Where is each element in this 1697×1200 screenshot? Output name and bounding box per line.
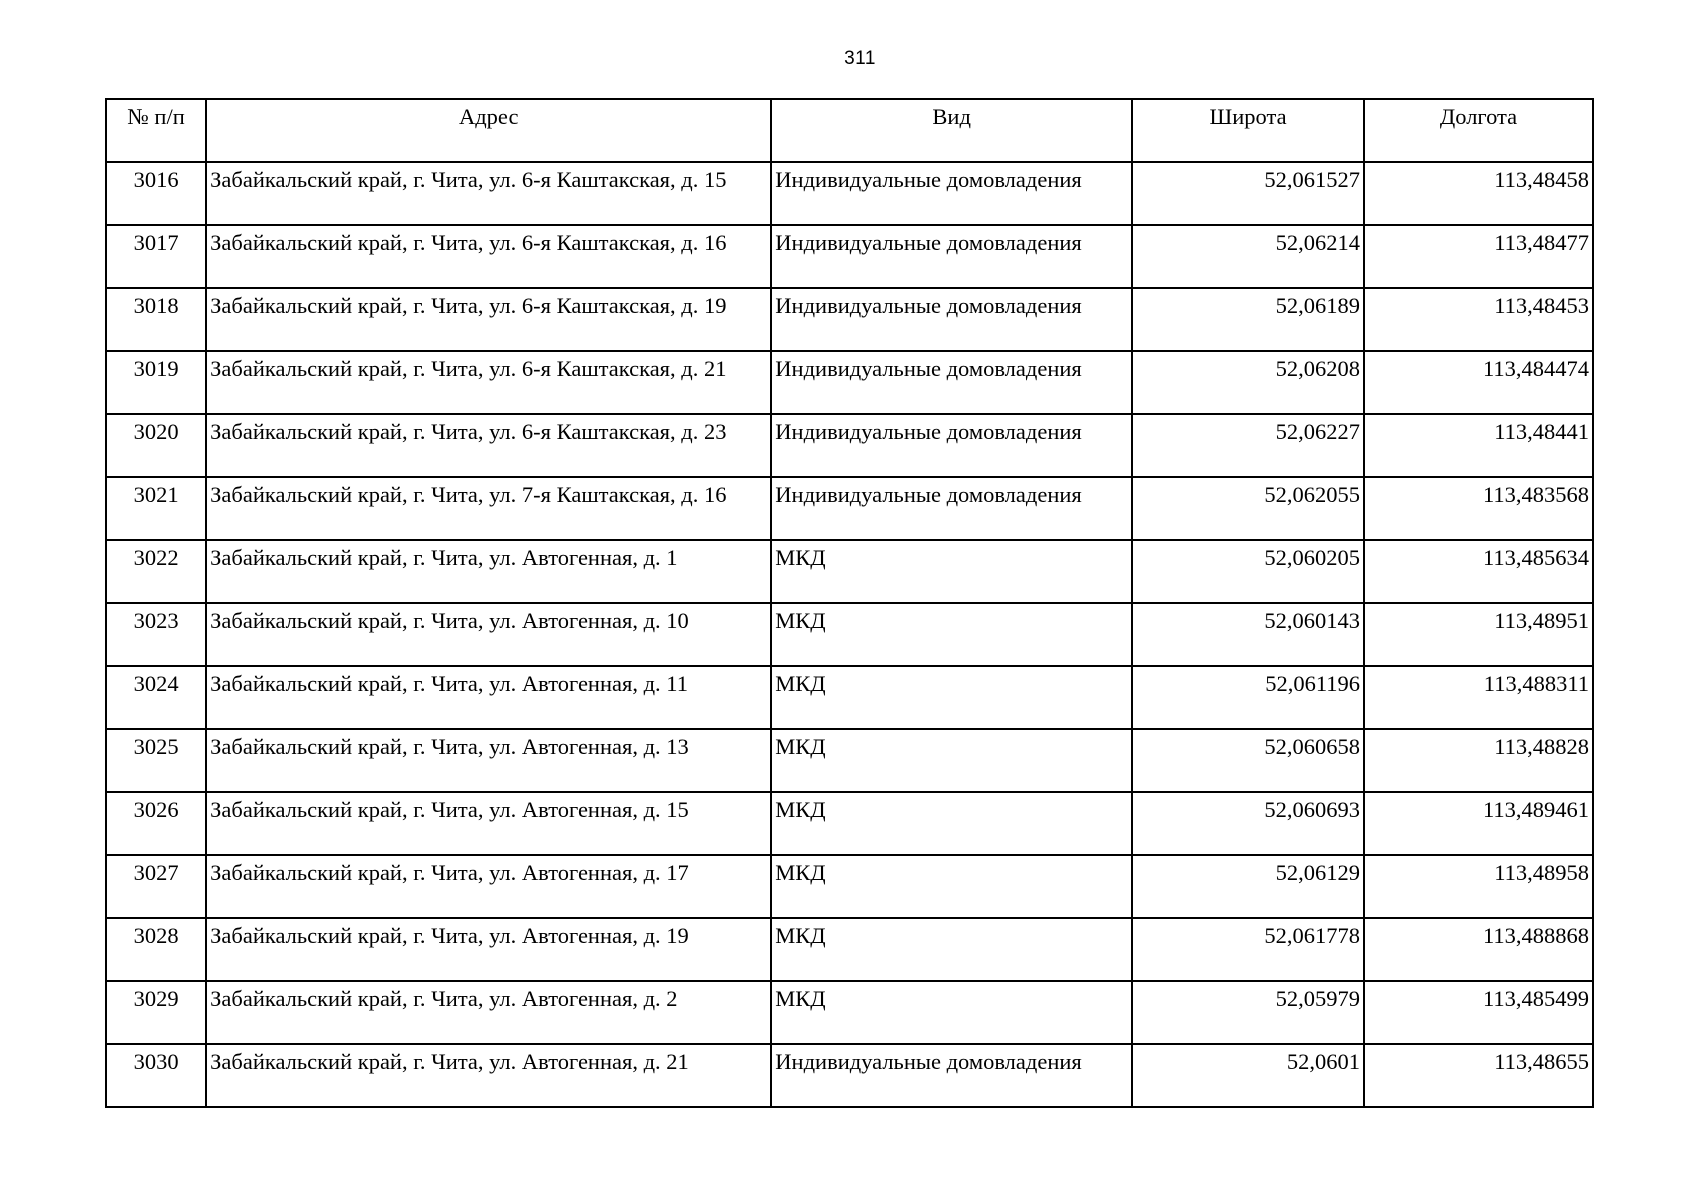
table-row bbox=[106, 162, 1593, 225]
table-row bbox=[106, 603, 1593, 666]
row-latitude: 52,061527 bbox=[1132, 162, 1364, 225]
row-kind: Индивидуальные домовладения bbox=[771, 162, 1132, 225]
row-number: 3022 bbox=[106, 540, 206, 603]
row-address: Забайкальский край, г. Чита, ул. Автогенная, д. 11 bbox=[206, 666, 771, 729]
row-longitude: 113,488311 bbox=[1364, 666, 1593, 729]
row-longitude: 113,48458 bbox=[1364, 162, 1593, 225]
row-longitude: 113,484474 bbox=[1364, 351, 1593, 414]
row-latitude: 52,06227 bbox=[1132, 414, 1364, 477]
row-kind: МКД bbox=[771, 981, 1132, 1044]
row-latitude: 52,0601 bbox=[1132, 1044, 1364, 1107]
table-row bbox=[106, 1044, 1593, 1107]
table-row bbox=[106, 918, 1593, 981]
row-latitude: 52,06208 bbox=[1132, 351, 1364, 414]
row-kind: МКД bbox=[771, 729, 1132, 792]
row-longitude: 113,48951 bbox=[1364, 603, 1593, 666]
row-number: 3024 bbox=[106, 666, 206, 729]
row-number: 3020 bbox=[106, 414, 206, 477]
row-longitude: 113,48477 bbox=[1364, 225, 1593, 288]
row-kind: Индивидуальные домовладения bbox=[771, 288, 1132, 351]
header-number: № п/п bbox=[106, 99, 206, 162]
table-header-row bbox=[106, 99, 1593, 162]
row-longitude: 113,489461 bbox=[1364, 792, 1593, 855]
row-latitude: 52,06129 bbox=[1132, 855, 1364, 918]
row-kind: МКД bbox=[771, 855, 1132, 918]
table-row bbox=[106, 981, 1593, 1044]
row-number: 3018 bbox=[106, 288, 206, 351]
table-row bbox=[106, 792, 1593, 855]
row-number: 3025 bbox=[106, 729, 206, 792]
header-longitude: Долгота bbox=[1364, 99, 1593, 162]
table-row bbox=[106, 225, 1593, 288]
table-row bbox=[106, 855, 1593, 918]
row-number: 3016 bbox=[106, 162, 206, 225]
row-kind: МКД bbox=[771, 666, 1132, 729]
row-kind: МКД bbox=[771, 792, 1132, 855]
row-address: Забайкальский край, г. Чита, ул. 6-я Каштакская, д. 21 bbox=[206, 351, 771, 414]
row-address: Забайкальский край, г. Чита, ул. Автогенная, д. 1 bbox=[206, 540, 771, 603]
row-longitude: 113,488868 bbox=[1364, 918, 1593, 981]
row-latitude: 52,061778 bbox=[1132, 918, 1364, 981]
row-kind: МКД bbox=[771, 540, 1132, 603]
header-address: Адрес bbox=[206, 99, 771, 162]
row-address: Забайкальский край, г. Чита, ул. 6-я Каштакская, д. 15 bbox=[206, 162, 771, 225]
row-number: 3028 bbox=[106, 918, 206, 981]
row-address: Забайкальский край, г. Чита, ул. Автогенная, д. 21 bbox=[206, 1044, 771, 1107]
row-address: Забайкальский край, г. Чита, ул. 7-я Каштакская, д. 16 bbox=[206, 477, 771, 540]
row-kind: МКД bbox=[771, 918, 1132, 981]
row-number: 3023 bbox=[106, 603, 206, 666]
row-number: 3021 bbox=[106, 477, 206, 540]
row-number: 3017 bbox=[106, 225, 206, 288]
row-longitude: 113,48441 bbox=[1364, 414, 1593, 477]
row-longitude: 113,48453 bbox=[1364, 288, 1593, 351]
row-address: Забайкальский край, г. Чита, ул. 6-я Каштакская, д. 23 bbox=[206, 414, 771, 477]
row-address: Забайкальский край, г. Чита, ул. Автогенная, д. 17 bbox=[206, 855, 771, 918]
row-longitude: 113,48958 bbox=[1364, 855, 1593, 918]
row-kind: Индивидуальные домовладения bbox=[771, 351, 1132, 414]
row-kind: Индивидуальные домовладения bbox=[771, 225, 1132, 288]
row-longitude: 113,483568 bbox=[1364, 477, 1593, 540]
row-kind: Индивидуальные домовладения bbox=[771, 477, 1132, 540]
table-row bbox=[106, 288, 1593, 351]
row-number: 3029 bbox=[106, 981, 206, 1044]
row-kind: Индивидуальные домовладения bbox=[771, 414, 1132, 477]
row-longitude: 113,48655 bbox=[1364, 1044, 1593, 1107]
table-body bbox=[106, 162, 1593, 1107]
row-latitude: 52,060658 bbox=[1132, 729, 1364, 792]
row-longitude: 113,485634 bbox=[1364, 540, 1593, 603]
page-number: 311 bbox=[844, 48, 876, 69]
row-address: Забайкальский край, г. Чита, ул. Автогенная, д. 2 bbox=[206, 981, 771, 1044]
row-longitude: 113,485499 bbox=[1364, 981, 1593, 1044]
row-address: Забайкальский край, г. Чита, ул. Автогенная, д. 10 bbox=[206, 603, 771, 666]
row-latitude: 52,06214 bbox=[1132, 225, 1364, 288]
row-latitude: 52,060143 bbox=[1132, 603, 1364, 666]
row-longitude: 113,48828 bbox=[1364, 729, 1593, 792]
row-latitude: 52,06189 bbox=[1132, 288, 1364, 351]
row-address: Забайкальский край, г. Чита, ул. Автогенная, д. 13 bbox=[206, 729, 771, 792]
row-address: Забайкальский край, г. Чита, ул. Автогенная, д. 19 bbox=[206, 918, 771, 981]
row-latitude: 52,062055 bbox=[1132, 477, 1364, 540]
table-row bbox=[106, 351, 1593, 414]
row-latitude: 52,05979 bbox=[1132, 981, 1364, 1044]
row-number: 3019 bbox=[106, 351, 206, 414]
row-address: Забайкальский край, г. Чита, ул. 6-я Каштакская, д. 16 bbox=[206, 225, 771, 288]
table-row bbox=[106, 666, 1593, 729]
row-address: Забайкальский край, г. Чита, ул. 6-я Каштакская, д. 19 bbox=[206, 288, 771, 351]
table-row bbox=[106, 540, 1593, 603]
row-latitude: 52,061196 bbox=[1132, 666, 1364, 729]
row-number: 3026 bbox=[106, 792, 206, 855]
row-number: 3027 bbox=[106, 855, 206, 918]
row-latitude: 52,060205 bbox=[1132, 540, 1364, 603]
header-latitude: Широта bbox=[1132, 99, 1364, 162]
row-latitude: 52,060693 bbox=[1132, 792, 1364, 855]
coordinates-table bbox=[105, 98, 1594, 1108]
row-kind: МКД bbox=[771, 603, 1132, 666]
row-kind: Индивидуальные домовладения bbox=[771, 1044, 1132, 1107]
table-row bbox=[106, 414, 1593, 477]
table-row bbox=[106, 477, 1593, 540]
table-row bbox=[106, 729, 1593, 792]
header-kind: Вид bbox=[771, 99, 1132, 162]
row-address: Забайкальский край, г. Чита, ул. Автогенная, д. 15 bbox=[206, 792, 771, 855]
row-number: 3030 bbox=[106, 1044, 206, 1107]
